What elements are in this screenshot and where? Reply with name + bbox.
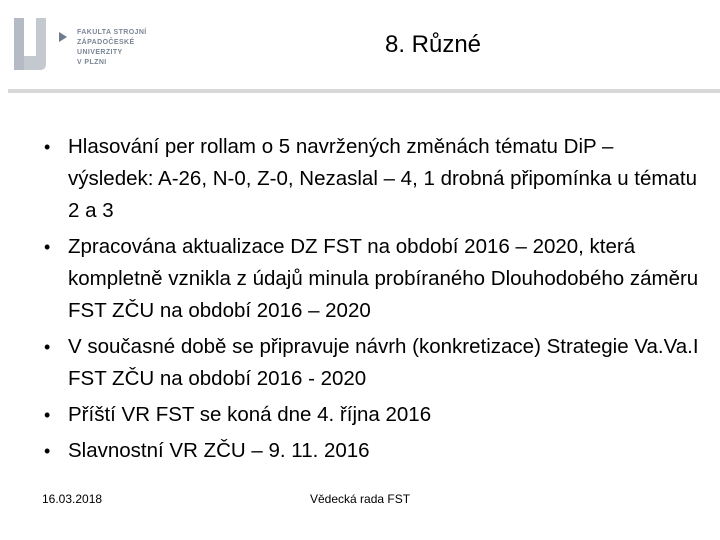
bullet-dot-icon: • (44, 405, 51, 425)
bullet-text: Příští VR FST se koná dne 4. října 2016 (68, 403, 432, 426)
bullet-dot-icon: • (44, 237, 51, 257)
logo-line-4: V PLZNI (77, 59, 107, 66)
footer-title: Vědecká rada FST (310, 492, 411, 506)
bullet-dot-icon: • (44, 441, 51, 461)
bullet-dot-icon: • (44, 137, 51, 157)
bullet-item (44, 131, 704, 227)
bullet-text: Zpracována aktualizace DZ FST na období 2016 – 2020, která kompletně vznikla z údajů minula probíraného Dlouhodobého záměru FST ZČU na období 2016 – 2020 (68, 235, 699, 322)
footer-date: 16.03.2018 (42, 492, 103, 506)
logo-line-3: UNIVERZITY (77, 49, 123, 56)
bullet-text: Slavnostní VR ZČU – 9. 11. 2016 (68, 439, 370, 462)
logo-line-2: ZÁPADOČESKÉ (77, 39, 135, 46)
bullet-item (44, 399, 704, 431)
bullet-text: Hlasování per rollam o 5 navržených změnách tématu DiP – výsledek: A-26, N-0, Z-0, Nezaslal – 4, 1 drobná připomínka u tématu 2 a 3 (68, 135, 697, 222)
title-divider (8, 89, 720, 93)
bullet-dot-icon: • (44, 337, 51, 357)
logo-line-1: FAKULTA STROJNÍ (77, 29, 147, 36)
bullet-text: V současné době se připravuje návrh (konkretizace) Strategie Va.Va.I FST ZČU na období 2016 - 2020 (68, 335, 699, 390)
slide-title: 8. Různé (384, 31, 482, 58)
bullet-item (44, 231, 704, 327)
bullet-list (44, 131, 704, 471)
bullet-item (44, 331, 704, 395)
bullet-item (44, 435, 704, 467)
